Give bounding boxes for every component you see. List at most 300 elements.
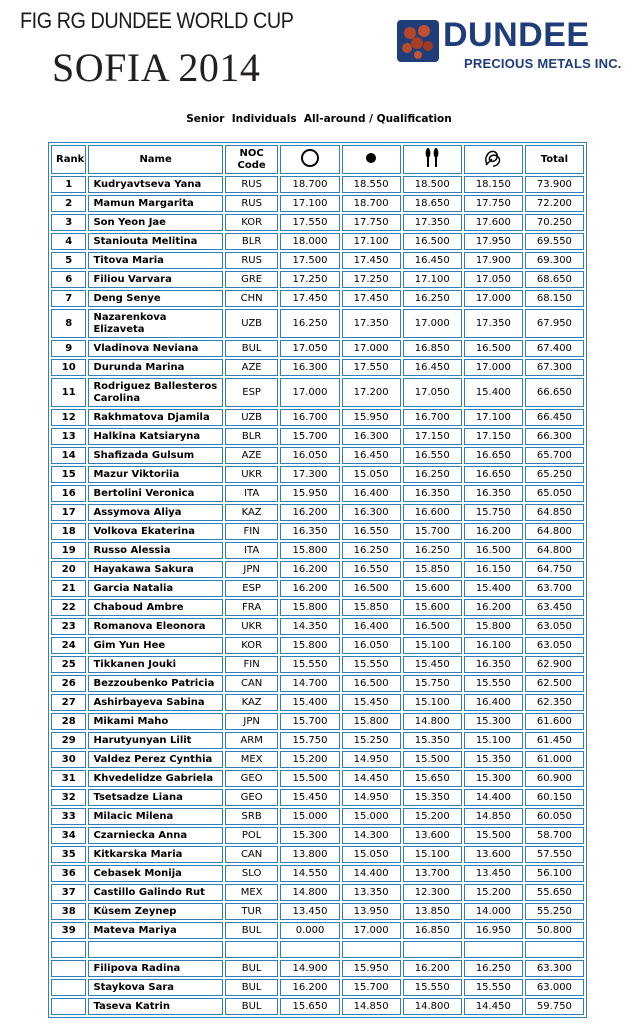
- clubs-header: [403, 145, 462, 174]
- table-row: [51, 865, 584, 882]
- table-row: [51, 922, 584, 939]
- rank-cell: 37: [51, 884, 86, 901]
- name-cell: Son Yeon Jae: [88, 214, 222, 231]
- ribbon-score-cell: 14.850: [464, 808, 523, 825]
- noc-cell: MEX: [225, 884, 279, 901]
- clubs-score-cell: 15.750: [403, 675, 462, 692]
- ball-score-cell: 15.450: [342, 694, 401, 711]
- noc-cell: RUS: [225, 176, 279, 193]
- noc-header: [225, 145, 279, 174]
- ribbon-score-cell: 16.400: [464, 694, 523, 711]
- ribbon-score-cell: 17.000: [464, 290, 523, 307]
- ribbon-icon: [482, 147, 504, 169]
- total-cell: 65.700: [525, 447, 584, 464]
- name-cell: Harutyunyan Lilit: [88, 732, 222, 749]
- rank-cell: 30: [51, 751, 86, 768]
- total-cell: 61.000: [525, 751, 584, 768]
- ribbon-score-cell: 16.350: [464, 656, 523, 673]
- name-cell: Hayakawa Sakura: [88, 561, 222, 578]
- clubs-score-cell: 17.000: [403, 309, 462, 338]
- hoop-score-cell: 15.800: [280, 637, 339, 654]
- rank-cell: 6: [51, 271, 86, 288]
- noc-cell: UZB: [225, 409, 279, 426]
- noc-cell: ARM: [225, 732, 279, 749]
- noc-cell: JPN: [225, 713, 279, 730]
- total-cell: 72.200: [525, 195, 584, 212]
- rank-cell: 27: [51, 694, 86, 711]
- total-cell: 67.400: [525, 340, 584, 357]
- hoop-score-cell: 15.800: [280, 599, 339, 616]
- clubs-score-cell: 17.350: [403, 214, 462, 231]
- clubs-score-cell: 13.850: [403, 903, 462, 920]
- ball-score-cell: 15.050: [342, 466, 401, 483]
- total-cell: 63.050: [525, 637, 584, 654]
- hoop-score-cell: 15.200: [280, 751, 339, 768]
- rank-cell: 24: [51, 637, 86, 654]
- noc-cell: POL: [225, 827, 279, 844]
- clubs-score-cell: 17.100: [403, 271, 462, 288]
- table-row: [51, 637, 584, 654]
- total-cell: 65.250: [525, 466, 584, 483]
- ribbon-score-cell: 14.000: [464, 903, 523, 920]
- ribbon-score-cell: 15.100: [464, 732, 523, 749]
- ribbon-score-cell: 15.400: [464, 378, 523, 407]
- total-cell: 63.000: [525, 979, 584, 996]
- rank-cell: [51, 979, 86, 996]
- total-cell: 59.750: [525, 998, 584, 1015]
- clubs-score-cell: 16.500: [403, 233, 462, 250]
- ribbon-score-cell: 15.550: [464, 675, 523, 692]
- noc-cell: BUL: [225, 960, 279, 977]
- ball-score-cell: 17.200: [342, 378, 401, 407]
- sponsor-logo: [393, 14, 633, 76]
- noc-cell: KAZ: [225, 504, 279, 521]
- clubs-score-cell: 17.150: [403, 428, 462, 445]
- total-cell: 64.800: [525, 542, 584, 559]
- rank-cell: [51, 998, 86, 1015]
- name-cell: Milacic Milena: [88, 808, 222, 825]
- clubs-score-cell: 16.450: [403, 359, 462, 376]
- name-cell: Vladinova Neviana: [88, 340, 222, 357]
- clubs-score-cell: 15.350: [403, 789, 462, 806]
- clubs-score-cell: 16.550: [403, 447, 462, 464]
- ball-score-cell: 18.700: [342, 195, 401, 212]
- table-row: [51, 466, 584, 483]
- noc-cell: GEO: [225, 770, 279, 787]
- hoop-score-cell: 15.000: [280, 808, 339, 825]
- rank-cell: 16: [51, 485, 86, 502]
- noc-cell: BLR: [225, 233, 279, 250]
- name-cell: Mikami Maho: [88, 713, 222, 730]
- hoop-score-cell: 15.750: [280, 732, 339, 749]
- name-cell: Nazarenkova Elizaveta: [88, 309, 222, 338]
- rank-cell: 13: [51, 428, 86, 445]
- hoop-score-cell: 15.450: [280, 789, 339, 806]
- name-cell: Garcia Natalia: [88, 580, 222, 597]
- ball-score-cell: 15.000: [342, 808, 401, 825]
- hoop-score-cell: 14.550: [280, 865, 339, 882]
- ball-header: [342, 145, 401, 174]
- hoop-header: [280, 145, 339, 174]
- ball-score-cell: 16.250: [342, 542, 401, 559]
- clubs-score-cell: 15.850: [403, 561, 462, 578]
- hoop-score-cell: 16.200: [280, 504, 339, 521]
- name-cell: Kudryavtseva Yana: [88, 176, 222, 193]
- rank-cell: 34: [51, 827, 86, 844]
- ball-score-cell: 17.450: [342, 252, 401, 269]
- table-row: [51, 214, 584, 231]
- total-cell: 68.650: [525, 271, 584, 288]
- noc-cell: CHN: [225, 290, 279, 307]
- ball-score-cell: 14.300: [342, 827, 401, 844]
- name-cell: Rodriguez Ballesteros Carolina: [88, 378, 222, 407]
- hoop-score-cell: 17.100: [280, 195, 339, 212]
- rank-cell: 33: [51, 808, 86, 825]
- ball-score-cell: 15.800: [342, 713, 401, 730]
- ribbon-header: [464, 145, 523, 174]
- name-cell: Chaboud Ambre: [88, 599, 222, 616]
- ball-score-cell: 13.950: [342, 903, 401, 920]
- ball-score-cell: [342, 941, 401, 958]
- name-cell: Tikkanen Jouki: [88, 656, 222, 673]
- clubs-score-cell: 17.050: [403, 378, 462, 407]
- total-cell: 63.700: [525, 580, 584, 597]
- ribbon-score-cell: 17.600: [464, 214, 523, 231]
- table-header-row: [51, 145, 584, 174]
- table-row: [51, 675, 584, 692]
- clubs-score-cell: 15.700: [403, 523, 462, 540]
- ball-score-cell: 17.000: [342, 922, 401, 939]
- total-cell: 73.900: [525, 176, 584, 193]
- hoop-score-cell: 16.350: [280, 523, 339, 540]
- rank-cell: 3: [51, 214, 86, 231]
- rank-cell: 2: [51, 195, 86, 212]
- grape-emblem-icon: [395, 18, 441, 64]
- ball-score-cell: 15.050: [342, 846, 401, 863]
- name-cell: Shafizada Gulsum: [88, 447, 222, 464]
- ribbon-score-cell: 17.750: [464, 195, 523, 212]
- total-cell: 69.550: [525, 233, 584, 250]
- ball-score-cell: 16.050: [342, 637, 401, 654]
- name-cell: Castillo Galindo Rut: [88, 884, 222, 901]
- hoop-score-cell: 16.700: [280, 409, 339, 426]
- hoop-score-cell: 17.300: [280, 466, 339, 483]
- total-cell: 64.800: [525, 523, 584, 540]
- table-row: [51, 656, 584, 673]
- table-row: [51, 599, 584, 616]
- hoop-score-cell: 15.700: [280, 428, 339, 445]
- ribbon-score-cell: 16.500: [464, 542, 523, 559]
- ribbon-score-cell: 15.300: [464, 770, 523, 787]
- rank-cell: 4: [51, 233, 86, 250]
- hoop-score-cell: 14.900: [280, 960, 339, 977]
- ball-icon: [364, 151, 378, 165]
- noc-cell: ESP: [225, 378, 279, 407]
- total-cell: 64.750: [525, 561, 584, 578]
- clubs-score-cell: 15.350: [403, 732, 462, 749]
- hoop-icon: [300, 148, 320, 168]
- hoop-score-cell: 15.300: [280, 827, 339, 844]
- noc-cell: KOR: [225, 214, 279, 231]
- ball-score-cell: 17.250: [342, 271, 401, 288]
- rank-cell: 36: [51, 865, 86, 882]
- table-row: [51, 359, 584, 376]
- ball-score-cell: 17.750: [342, 214, 401, 231]
- hoop-score-cell: 17.000: [280, 378, 339, 407]
- name-cell: Mamun Margarita: [88, 195, 222, 212]
- rank-cell: 31: [51, 770, 86, 787]
- total-cell: 63.050: [525, 618, 584, 635]
- table-row: [51, 504, 584, 521]
- ribbon-score-cell: 15.750: [464, 504, 523, 521]
- name-cell: Gim Yun Hee: [88, 637, 222, 654]
- total-cell: 60.050: [525, 808, 584, 825]
- rank-cell: 21: [51, 580, 86, 597]
- ball-score-cell: 15.250: [342, 732, 401, 749]
- ball-score-cell: 17.450: [342, 290, 401, 307]
- table-row: [51, 252, 584, 269]
- noc-cell: MEX: [225, 751, 279, 768]
- hoop-score-cell: 15.800: [280, 542, 339, 559]
- ball-score-cell: 16.500: [342, 675, 401, 692]
- clubs-score-cell: 16.200: [403, 960, 462, 977]
- ribbon-score-cell: 18.150: [464, 176, 523, 193]
- name-cell: Volkova Ekaterina: [88, 523, 222, 540]
- logo-wordmark: DUNDEE: [443, 16, 590, 54]
- table-row: [51, 428, 584, 445]
- rank-cell: 9: [51, 340, 86, 357]
- rank-cell: 32: [51, 789, 86, 806]
- results-table: [48, 142, 587, 1018]
- total-cell: 60.900: [525, 770, 584, 787]
- table-row: [51, 789, 584, 806]
- rank-cell: 29: [51, 732, 86, 749]
- hoop-score-cell: 15.950: [280, 485, 339, 502]
- noc-cell: FRA: [225, 599, 279, 616]
- table-row: [51, 979, 584, 996]
- total-cell: 65.050: [525, 485, 584, 502]
- name-cell: Titova Maria: [88, 252, 222, 269]
- ball-score-cell: 15.950: [342, 960, 401, 977]
- ball-score-cell: 16.300: [342, 504, 401, 521]
- total-cell: 67.300: [525, 359, 584, 376]
- clubs-score-cell: 16.350: [403, 485, 462, 502]
- table-row: [51, 523, 584, 540]
- hoop-score-cell: 17.550: [280, 214, 339, 231]
- table-row: [51, 618, 584, 635]
- total-cell: 61.450: [525, 732, 584, 749]
- noc-cell: UKR: [225, 618, 279, 635]
- rank-cell: 39: [51, 922, 86, 939]
- clubs-score-cell: 16.600: [403, 504, 462, 521]
- hoop-score-cell: [280, 941, 339, 958]
- total-cell: 66.300: [525, 428, 584, 445]
- total-cell: 67.950: [525, 309, 584, 338]
- blank-row: [51, 941, 584, 958]
- hoop-score-cell: 13.800: [280, 846, 339, 863]
- noc-cell: CAN: [225, 846, 279, 863]
- hoop-score-cell: 17.450: [280, 290, 339, 307]
- ball-score-cell: 17.350: [342, 309, 401, 338]
- total-cell: 69.300: [525, 252, 584, 269]
- name-cell: Durunda Marina: [88, 359, 222, 376]
- table-row: [51, 271, 584, 288]
- noc-cell: [225, 941, 279, 958]
- total-cell: 70.250: [525, 214, 584, 231]
- hoop-score-cell: 15.700: [280, 713, 339, 730]
- ball-score-cell: 14.950: [342, 751, 401, 768]
- ribbon-score-cell: 15.350: [464, 751, 523, 768]
- noc-header-line1: NOC: [239, 147, 264, 159]
- noc-cell: ITA: [225, 542, 279, 559]
- clubs-score-cell: 15.600: [403, 599, 462, 616]
- ribbon-score-cell: 16.950: [464, 922, 523, 939]
- noc-cell: BUL: [225, 922, 279, 939]
- rank-cell: 17: [51, 504, 86, 521]
- total-cell: 63.300: [525, 960, 584, 977]
- rank-cell: 15: [51, 466, 86, 483]
- rank-cell: 20: [51, 561, 86, 578]
- hoop-score-cell: 16.200: [280, 580, 339, 597]
- competition-subtitle: Senior Individuals All-around / Qualification: [186, 113, 452, 125]
- ribbon-score-cell: 17.050: [464, 271, 523, 288]
- table-row: [51, 378, 584, 407]
- clubs-score-cell: 12.300: [403, 884, 462, 901]
- ribbon-score-cell: 16.650: [464, 466, 523, 483]
- hoop-score-cell: 18.700: [280, 176, 339, 193]
- rank-cell: 7: [51, 290, 86, 307]
- noc-cell: BUL: [225, 979, 279, 996]
- ball-score-cell: 16.550: [342, 561, 401, 578]
- ribbon-score-cell: 16.650: [464, 447, 523, 464]
- ribbon-score-cell: 17.000: [464, 359, 523, 376]
- clubs-icon: [423, 147, 441, 169]
- clubs-score-cell: 15.200: [403, 808, 462, 825]
- noc-cell: AZE: [225, 359, 279, 376]
- table-row: [51, 447, 584, 464]
- noc-cell: TUR: [225, 903, 279, 920]
- total-cell: 62.500: [525, 675, 584, 692]
- hoop-score-cell: 16.200: [280, 561, 339, 578]
- ball-score-cell: 18.550: [342, 176, 401, 193]
- total-cell: 55.650: [525, 884, 584, 901]
- clubs-score-cell: 15.100: [403, 846, 462, 863]
- ball-score-cell: 13.350: [342, 884, 401, 901]
- ribbon-score-cell: 16.500: [464, 340, 523, 357]
- hoop-score-cell: 15.550: [280, 656, 339, 673]
- ball-score-cell: 16.550: [342, 523, 401, 540]
- event-location-title: SOFIA 2014: [52, 45, 261, 90]
- ball-score-cell: 16.300: [342, 428, 401, 445]
- ribbon-score-cell: 13.450: [464, 865, 523, 882]
- clubs-score-cell: 16.500: [403, 618, 462, 635]
- ball-score-cell: 15.950: [342, 409, 401, 426]
- ribbon-score-cell: 17.950: [464, 233, 523, 250]
- total-header: Total: [525, 145, 584, 174]
- name-cell: Valdez Perez Cynthia: [88, 751, 222, 768]
- ribbon-score-cell: [464, 941, 523, 958]
- clubs-score-cell: 15.100: [403, 694, 462, 711]
- rank-cell: 22: [51, 599, 86, 616]
- table-row: [51, 808, 584, 825]
- clubs-score-cell: 16.250: [403, 290, 462, 307]
- table-row: [51, 485, 584, 502]
- ribbon-score-cell: 16.200: [464, 599, 523, 616]
- hoop-score-cell: 16.200: [280, 979, 339, 996]
- rank-header: Rank: [51, 145, 86, 174]
- rank-cell: 1: [51, 176, 86, 193]
- ball-score-cell: 17.100: [342, 233, 401, 250]
- name-cell: Mateva Mariya: [88, 922, 222, 939]
- clubs-score-cell: 15.550: [403, 979, 462, 996]
- noc-cell: GRE: [225, 271, 279, 288]
- clubs-score-cell: 16.250: [403, 466, 462, 483]
- name-cell: Filipova Radina: [88, 960, 222, 977]
- rank-cell: 14: [51, 447, 86, 464]
- hoop-score-cell: 13.450: [280, 903, 339, 920]
- name-cell: Staykova Sara: [88, 979, 222, 996]
- logo-tagline: PRECIOUS METALS INC.: [464, 56, 622, 71]
- noc-cell: GEO: [225, 789, 279, 806]
- name-cell: Romanova Eleonora: [88, 618, 222, 635]
- noc-cell: RUS: [225, 252, 279, 269]
- ribbon-score-cell: 17.900: [464, 252, 523, 269]
- table-row: [51, 998, 584, 1015]
- ball-score-cell: 15.850: [342, 599, 401, 616]
- ribbon-score-cell: 14.450: [464, 998, 523, 1015]
- name-cell: Taseva Katrin: [88, 998, 222, 1015]
- total-cell: [525, 941, 584, 958]
- noc-cell: FIN: [225, 523, 279, 540]
- total-cell: 66.650: [525, 378, 584, 407]
- table-row: [51, 561, 584, 578]
- table-row: [51, 960, 584, 977]
- noc-header-line2: Code: [237, 159, 266, 171]
- name-cell: Halkina Katsiaryna: [88, 428, 222, 445]
- ribbon-score-cell: 17.150: [464, 428, 523, 445]
- total-cell: 64.850: [525, 504, 584, 521]
- name-cell: Bezzoubenko Patricia: [88, 675, 222, 692]
- ball-score-cell: 14.450: [342, 770, 401, 787]
- table-row: [51, 770, 584, 787]
- clubs-score-cell: 16.450: [403, 252, 462, 269]
- ribbon-score-cell: 16.150: [464, 561, 523, 578]
- noc-cell: ITA: [225, 485, 279, 502]
- total-cell: 66.450: [525, 409, 584, 426]
- rank-cell: 28: [51, 713, 86, 730]
- ball-score-cell: 15.700: [342, 979, 401, 996]
- clubs-score-cell: 13.700: [403, 865, 462, 882]
- clubs-score-cell: 15.100: [403, 637, 462, 654]
- rank-cell: 35: [51, 846, 86, 863]
- results-body: [51, 176, 584, 1015]
- name-cell: Russo Alessia: [88, 542, 222, 559]
- ribbon-score-cell: 14.400: [464, 789, 523, 806]
- noc-cell: AZE: [225, 447, 279, 464]
- name-cell: Kitkarska Maria: [88, 846, 222, 863]
- table-row: [51, 542, 584, 559]
- name-cell: Filiou Varvara: [88, 271, 222, 288]
- total-cell: 58.700: [525, 827, 584, 844]
- hoop-score-cell: 18.000: [280, 233, 339, 250]
- clubs-score-cell: 16.850: [403, 340, 462, 357]
- hoop-score-cell: 17.250: [280, 271, 339, 288]
- name-header: Name: [88, 145, 222, 174]
- noc-cell: CAN: [225, 675, 279, 692]
- clubs-score-cell: 18.500: [403, 176, 462, 193]
- total-cell: 55.250: [525, 903, 584, 920]
- rank-cell: 8: [51, 309, 86, 338]
